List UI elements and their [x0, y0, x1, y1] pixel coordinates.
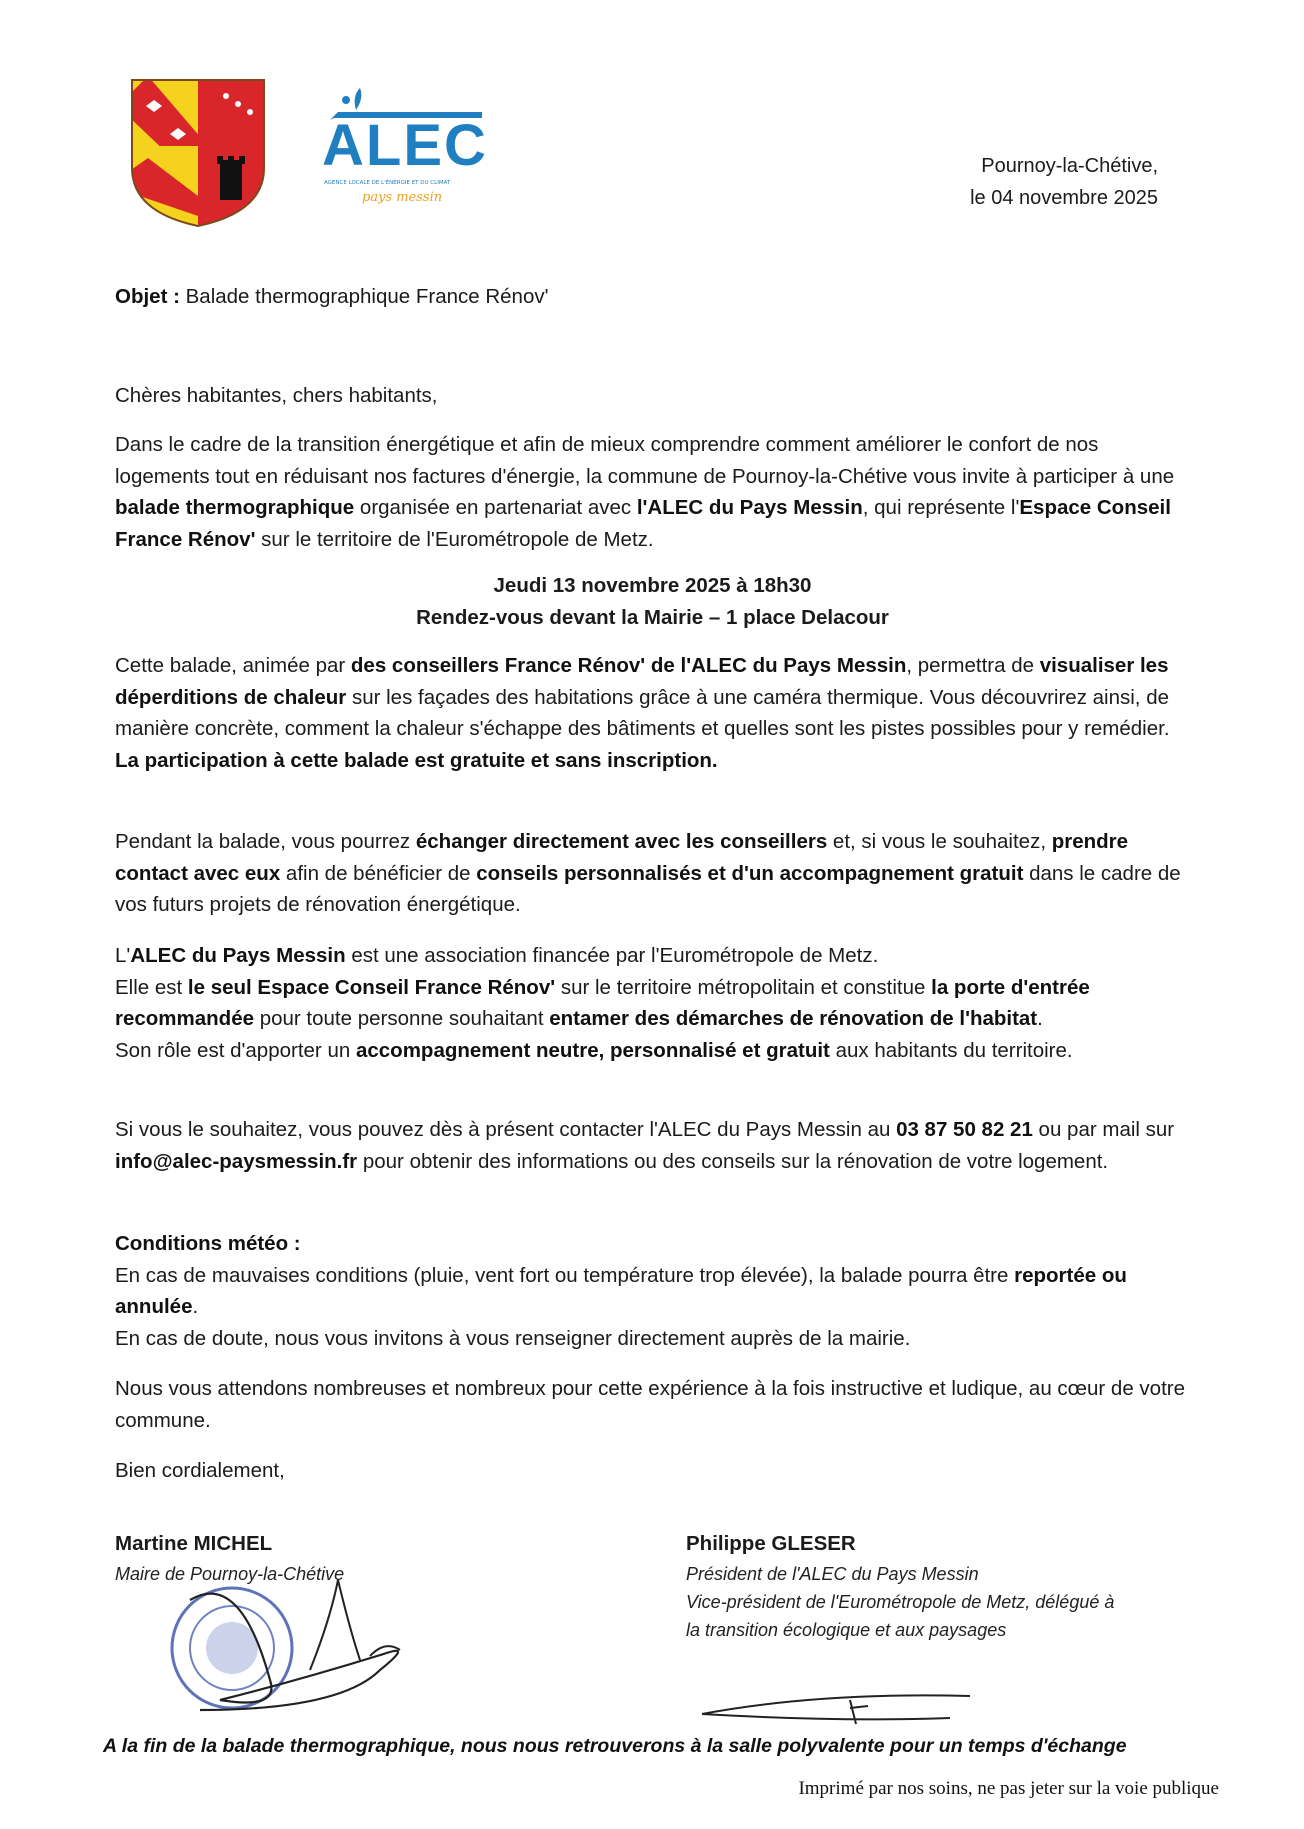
contact-email[interactable]: info@alec-paysmessin.fr — [115, 1149, 358, 1173]
association-text-2: est une association financée par l'Eurométropole de Metz. — [345, 944, 879, 967]
event-block — [115, 570, 1190, 633]
regards: Bien cordialement, — [115, 1459, 285, 1482]
exchange-text-1: Pendant la balade, vous pourrez — [115, 830, 416, 853]
association-text-6: . — [1037, 1007, 1043, 1030]
walk-paragraph — [115, 650, 1190, 776]
walk-text-1: Cette balade, animée par — [115, 654, 351, 677]
weather-text-2: . — [192, 1295, 199, 1318]
association-text-8: aux habitants du territoire. — [829, 1038, 1073, 1062]
event-place: Rendez-vous devant la Mairie – 1 place Delacour — [416, 605, 889, 629]
intro-text-4: sur le territoire de l'Eurométropole de Metz. — [255, 527, 654, 551]
weather-text-1: En cas de mauvaises conditions (pluie, vent fort ou température trop élevée), la balade pourra être — [115, 1263, 1015, 1287]
exchange-text-4: dans le cadre de vos futurs projets de rénovation énergétique. — [115, 861, 1181, 916]
contact-text-3: pour obtenir des informations ou des conseils sur la rénovation de votre logement. — [357, 1149, 1109, 1173]
association-bold-3: la porte d'entrée recommandée — [115, 975, 1090, 1030]
contact-text-1: Si vous le souhaitez, vous pouvez dès à présent contacter l'ALEC du Pays Messin au — [115, 1118, 897, 1141]
association-bold-4: entamer des démarches de rénovation de l'habitat — [549, 1007, 1038, 1030]
contact-phone[interactable]: 03 87 50 82 21 — [896, 1118, 1033, 1141]
footer-printed-notice: Imprimé par nos soins, ne pas jeter sur la voie publique — [798, 1778, 1219, 1799]
closing-paragraph: Nous vous attendons nombreuses et nombreux pour cette expérience à la fois instructive et ludique, au cœur de votre commune. — [115, 1377, 1186, 1432]
association-paragraph — [115, 940, 1190, 1066]
intro-text-2: organisée en partenariat avec — [354, 496, 637, 519]
exchange-bold-1: échanger directement avec les conseillers — [415, 830, 828, 853]
association-bold-5: accompagnement neutre, personnalisé et gratuit — [355, 1038, 830, 1062]
intro-text-3: , qui représente l' — [862, 496, 1020, 519]
event-date: Jeudi 13 novembre 2025 à 18h30 — [493, 574, 812, 597]
association-bold-2: le seul Espace Conseil France Rénov' — [187, 975, 556, 999]
subject-text: Balade thermographique France Rénov' — [185, 285, 549, 308]
association-text-3: Elle est — [115, 975, 188, 999]
association-bold-1: ALEC du Pays Messin — [130, 944, 346, 967]
exchange-paragraph — [115, 826, 1190, 921]
greeting: Chères habitantes, chers habitants, — [115, 384, 438, 407]
footer-note: A la fin de la balade thermographique, nous nous retrouverons à la salle polyvalente pour un temps d'échange — [103, 1735, 1127, 1757]
letter-date: le 04 novembre 2025 — [970, 187, 1158, 209]
association-text-1: L' — [115, 944, 131, 967]
president-signature — [700, 1680, 980, 1730]
signatory-right — [686, 1532, 1206, 1644]
signatory-right-role-1: Président de l'ALEC du Pays Messin — [686, 1564, 979, 1584]
intro-bold-3: Espace Conseil France Rénov' — [115, 496, 1171, 551]
intro-paragraph — [115, 429, 1190, 555]
mayor-stamp-and-signature — [160, 1560, 430, 1730]
walk-free-notice: La participation à cette balade est gratuite et sans inscription. — [115, 748, 718, 772]
intro-bold-2: l'ALEC du Pays Messin — [636, 496, 863, 519]
intro-bold-1: balade thermographique — [115, 496, 355, 519]
weather-bold-1: reportée ou annulée — [115, 1263, 1127, 1318]
walk-text-3: sur les façades des habitations grâce à une caméra thermique. Vous découvrirez ainsi, de manière concrète, comment la chaleur s'échappe des bâtiments et quelles sont les pistes possibles pour y remédier. — [115, 685, 1170, 740]
letter-place: Pournoy-la-Chétive, — [981, 155, 1158, 177]
walk-text-2: , permettra de — [906, 654, 1040, 677]
association-text-4: sur le territoire métropolitain et constitue — [555, 975, 932, 999]
alec-logo-tagline: pays messin — [362, 190, 443, 205]
intro-text-1: Dans le cadre de la transition énergétique et afin de mieux comprendre comment améliorer le confort de nos logements tout en réduisant nos factures d'énergie, la commune de Pournoy-la-Chétive vous invite à participer à une — [115, 433, 1175, 488]
alec-logo-subtitle: AGENCE LOCALE DE L'ÉNERGIE ET DU CLIMAT — [324, 180, 451, 186]
alec-logo-text: ALEC — [322, 113, 488, 178]
weather-title: Conditions météo : — [115, 1232, 301, 1255]
exchange-text-3: afin de bénéficier de — [280, 861, 477, 885]
subject-line — [115, 281, 1190, 313]
signatory-left-role: Maire de Pournoy-la-Chétive — [115, 1564, 345, 1584]
signatory-right-role-2: Vice-président de l'Eurométropole de Metz, délégué à — [686, 1592, 1115, 1612]
association-text-5: pour toute personne souhaitant — [254, 1007, 550, 1030]
walk-bold-2: visualiser les déperditions de chaleur — [115, 654, 1169, 709]
weather-text-3: En cas de doute, nous vous invitons à vous renseigner directement auprès de la mairie. — [115, 1326, 911, 1350]
association-text-7: Son rôle est d'apporter un — [115, 1038, 356, 1062]
subject-label: Objet : — [115, 285, 180, 308]
signatory-right-name: Philippe GLESER — [686, 1532, 856, 1555]
exchange-bold-2: prendre contact avec eux — [115, 830, 1129, 885]
walk-bold-1: des conseillers France Rénov' de l'ALEC du Pays Messin — [350, 654, 907, 677]
coat-of-arms-logo — [128, 76, 268, 230]
contact-paragraph — [115, 1114, 1190, 1177]
contact-text-2: ou par mail sur — [1032, 1118, 1175, 1141]
signatory-right-role-3: la transition écologique et aux paysages — [686, 1620, 1007, 1640]
exchange-bold-3: conseils personnalisés et d'un accompagnement gratuit — [476, 861, 1024, 885]
exchange-text-2: et, si vous le souhaitez, — [827, 830, 1052, 853]
weather-paragraph — [115, 1228, 1190, 1354]
signatory-left-name: Martine MICHEL — [115, 1532, 273, 1555]
alec-logo — [322, 82, 492, 212]
